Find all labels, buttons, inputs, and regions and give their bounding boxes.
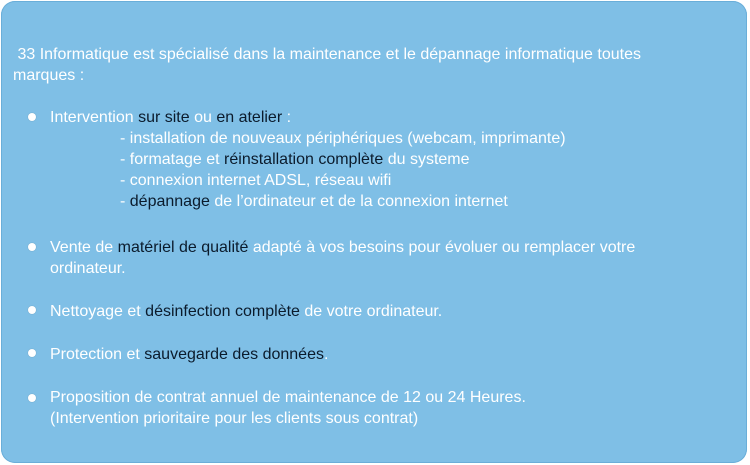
- bullet-icon: [28, 113, 36, 121]
- highlight-text: réinstallation complète: [224, 151, 384, 168]
- bullet-icon: [28, 349, 36, 357]
- item-text: adapté à vos besoins pour évoluer ou remplacer votre: [248, 239, 636, 256]
- list-item-contrat: [50, 387, 730, 429]
- item-text: Intervention: [50, 109, 139, 126]
- intro-text: [13, 44, 733, 86]
- item-text: :: [282, 109, 292, 126]
- sub-item: [50, 149, 730, 170]
- highlight-text: sur site: [138, 109, 190, 126]
- sub-item: - connexion internet ADSL, réseau wifi: [120, 172, 392, 189]
- info-panel: [1, 1, 747, 463]
- list-item-vente: [50, 237, 730, 279]
- list-item-protection: [50, 344, 730, 365]
- highlight-text: sauvegarde des données: [144, 346, 324, 363]
- bullet-icon: [28, 394, 36, 402]
- sub-item-text: - formatage et: [120, 151, 225, 168]
- sub-item: - installation de nouveaux périphériques (webcam, imprimante): [120, 130, 566, 147]
- highlight-text: matériel de qualité: [117, 239, 249, 256]
- item-text: de votre ordinateur.: [299, 303, 443, 320]
- list-item-nettoyage: [50, 301, 730, 322]
- highlight-text: désinfection complète: [145, 303, 300, 320]
- list-item-intervention: [50, 107, 730, 212]
- intro-line-2: marques :: [13, 67, 85, 84]
- item-text: Nettoyage et: [50, 303, 146, 320]
- highlight-text: dépannage: [129, 193, 210, 210]
- item-text: (Intervention prioritaire pour les clients sous contrat): [50, 410, 419, 427]
- item-text: Proposition de contrat annuel de maintenance de 12 ou 24 Heures.: [50, 389, 526, 406]
- highlight-text: en atelier: [216, 109, 283, 126]
- item-text: .: [323, 346, 329, 363]
- sub-item: [50, 191, 730, 212]
- bullet-icon: [28, 306, 36, 314]
- sub-item-text: de l’ordinateur et de la connexion internet: [209, 193, 508, 210]
- intro-line-1: 33 Informatique est spécialisé dans la maintenance et le dépannage informatique toutes: [17, 46, 641, 63]
- item-text: ou: [189, 109, 217, 126]
- item-text: Vente de: [50, 239, 118, 256]
- item-text: ordinateur.: [50, 260, 126, 277]
- item-text: Protection et: [50, 346, 145, 363]
- sub-item-text: -: [120, 193, 130, 210]
- sub-item-text: du systeme: [383, 151, 470, 168]
- bullet-icon: [28, 243, 36, 251]
